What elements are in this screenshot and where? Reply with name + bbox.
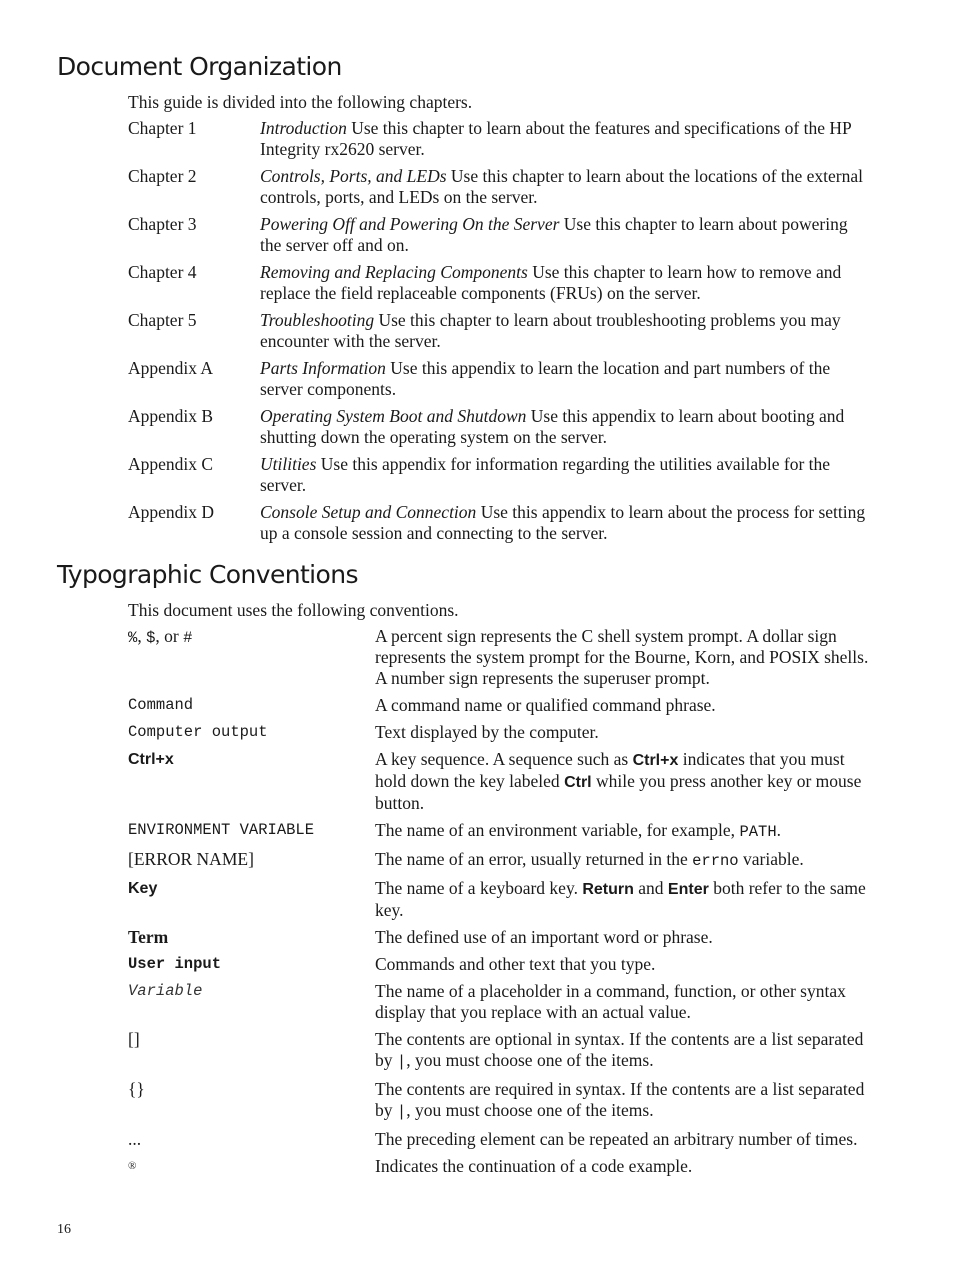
- convention-term: Term: [128, 927, 169, 947]
- desc-text: while you press another key or mouse button.: [375, 771, 862, 813]
- convention-row: [128, 927, 873, 948]
- prompt-hash: #: [183, 629, 193, 647]
- chapter-label: Chapter 2: [128, 166, 197, 186]
- chapter-text: Use this chapter to learn about the features and specifications of the HP Integrity rx2620 server.: [260, 118, 852, 159]
- page-number: 16: [57, 1222, 71, 1237]
- convention-row: [128, 820, 873, 843]
- conventions-list: [128, 626, 873, 1183]
- chapter-title: Controls, Ports, and LEDs: [260, 166, 447, 186]
- chapter-row: [128, 358, 873, 400]
- convention-term: Computer output: [128, 723, 268, 741]
- prompt-percent: %: [128, 629, 138, 647]
- chapter-row: [128, 310, 873, 352]
- desc-text: .: [776, 820, 782, 840]
- desc-text: , you must choose one of the items.: [406, 1100, 654, 1120]
- desc-text: The name of an environment variable, for example,: [375, 820, 740, 840]
- chapter-title: Removing and Replacing Components: [260, 262, 528, 282]
- chapter-label: Appendix C: [128, 454, 214, 474]
- chapter-label: Appendix B: [128, 406, 214, 426]
- chapter-title: Parts Information: [260, 358, 386, 378]
- section-heading-document-organization: Document Organization: [57, 52, 342, 81]
- key-name: Ctrl: [564, 774, 592, 791]
- chapter-list: [128, 118, 873, 550]
- convention-row: [128, 878, 873, 921]
- chapter-description: [260, 406, 873, 448]
- desc-text: The contents are required in syntax. If the contents are a list separated by: [375, 1079, 865, 1120]
- convention-term: Key: [128, 880, 158, 897]
- chapter-label: Appendix A: [128, 358, 214, 378]
- convention-description: The name of a placeholder in a command, function, or other syntax display that you replace with an actual value.: [375, 981, 846, 1022]
- typo-intro: This document uses the following conventions.: [128, 600, 459, 620]
- chapter-text: Use this appendix for information regarding the utilities available for the server.: [260, 454, 831, 495]
- desc-text: indicates that you must hold down the key labeled: [375, 749, 845, 791]
- desc-text: and: [633, 878, 668, 898]
- chapter-row: [128, 406, 873, 448]
- chapter-title: Introduction: [260, 118, 347, 138]
- convention-description: [375, 1079, 873, 1123]
- convention-description: Text displayed by the computer.: [375, 722, 599, 742]
- desc-text: , you must choose one of the items.: [406, 1050, 654, 1070]
- convention-term: [128, 626, 375, 689]
- convention-term: Variable: [128, 982, 203, 1000]
- chapter-row: [128, 166, 873, 208]
- convention-term: ...: [128, 1129, 142, 1149]
- chapter-title: Troubleshooting: [260, 310, 375, 330]
- desc-text: A key sequence. A sequence such as: [375, 749, 633, 769]
- chapter-description: [260, 310, 873, 352]
- chapter-row: [128, 214, 873, 256]
- convention-description: [375, 849, 873, 872]
- desc-text: The name of an error, usually returned in the: [375, 849, 693, 869]
- chapter-text: Use this chapter to learn about troubleshooting problems you may encounter with the server.: [260, 310, 841, 351]
- convention-row: [128, 626, 873, 689]
- chapter-text: Use this appendix to learn the location and part numbers of the server components.: [260, 358, 831, 399]
- convention-row: [128, 1156, 873, 1177]
- convention-row: [128, 849, 873, 872]
- prompt-sep: ,: [137, 626, 147, 646]
- chapter-description: [260, 358, 873, 400]
- convention-row: [128, 749, 873, 814]
- chapter-description: [260, 166, 873, 208]
- chapter-label: Appendix D: [128, 502, 215, 522]
- chapter-label: Chapter 1: [128, 118, 197, 138]
- desc-text: The contents are optional in syntax. If the contents are a list separated by: [375, 1029, 864, 1070]
- chapter-row: [128, 262, 873, 304]
- convention-row: [128, 954, 873, 975]
- key-name: Return: [582, 881, 634, 898]
- chapter-row: [128, 502, 873, 544]
- key-name: Ctrl+x: [632, 752, 679, 769]
- code-text: |: [396, 1103, 407, 1121]
- convention-row: [128, 695, 873, 716]
- chapter-row: [128, 118, 873, 160]
- chapter-label: Chapter 3: [128, 214, 197, 234]
- convention-term: Ctrl+x: [128, 751, 174, 768]
- key-name: Enter: [667, 881, 709, 898]
- convention-row: [128, 1029, 873, 1073]
- convention-term: ENVIRONMENT VARIABLE: [128, 821, 315, 839]
- convention-row: [128, 981, 873, 1023]
- convention-row: [128, 1129, 873, 1150]
- code-text: PATH: [739, 823, 777, 841]
- convention-row: [128, 722, 873, 743]
- convention-description: The defined use of an important word or phrase.: [375, 927, 713, 947]
- chapter-title: Console Setup and Connection: [260, 502, 477, 522]
- convention-description: A command name or qualified command phrase.: [375, 695, 716, 715]
- desc-text: both refer to the same key.: [375, 878, 866, 920]
- code-text: |: [396, 1053, 407, 1071]
- continuation-icon: ®: [128, 1160, 137, 1172]
- chapter-title: Powering Off and Powering On the Server: [260, 214, 560, 234]
- chapter-text: Use this chapter to learn how to remove and replace the field replaceable components (FRUs) on the server.: [260, 262, 842, 303]
- chapter-text: Use this appendix to learn about booting and shutting down the operating system on the server.: [260, 406, 845, 447]
- chapter-description: [260, 454, 873, 496]
- chapter-title: Utilities: [260, 454, 317, 474]
- chapter-description: [260, 214, 873, 256]
- code-text: errno: [692, 852, 739, 870]
- prompt-sep: , or: [155, 626, 184, 646]
- desc-text: variable.: [738, 849, 804, 869]
- chapter-description: [260, 502, 873, 544]
- prompt-dollar: $: [146, 629, 156, 647]
- convention-description: Commands and other text that you type.: [375, 954, 656, 974]
- convention-description: [375, 749, 873, 814]
- chapter-label: Chapter 4: [128, 262, 197, 282]
- convention-description: [375, 1029, 873, 1073]
- chapter-description: [260, 262, 873, 304]
- chapter-text: Use this chapter to learn about powering the server off and on.: [260, 214, 848, 255]
- convention-term: User input: [128, 955, 222, 973]
- chapter-text: Use this chapter to learn about the locations of the external controls, ports, and LEDs on the server.: [260, 166, 864, 207]
- convention-term: Command: [128, 696, 194, 714]
- convention-description: The preceding element can be repeated an arbitrary number of times.: [375, 1129, 858, 1149]
- chapter-label: Chapter 5: [128, 310, 197, 330]
- convention-term: []: [128, 1029, 140, 1049]
- convention-description: [375, 878, 873, 921]
- convention-term: [ERROR NAME]: [128, 849, 254, 869]
- convention-description: Indicates the continuation of a code example.: [375, 1156, 693, 1176]
- desc-text: The name of a keyboard key.: [375, 878, 583, 898]
- convention-description: A percent sign represents the C shell system prompt. A dollar sign represents the system prompt for the Bourne, Korn, and POSIX shells. A number sign represents the superuser prompt.: [375, 626, 869, 688]
- section-heading-typographic-conventions: Typographic Conventions: [57, 560, 358, 589]
- convention-term: {}: [128, 1079, 145, 1099]
- org-intro: This guide is divided into the following chapters.: [128, 92, 473, 112]
- chapter-text: Use this appendix to learn about the process for setting up a console session and connecting to the server.: [260, 502, 866, 543]
- convention-description: [375, 820, 873, 843]
- chapter-description: [260, 118, 873, 160]
- chapter-row: [128, 454, 873, 496]
- convention-row: [128, 1079, 873, 1123]
- chapter-title: Operating System Boot and Shutdown: [260, 406, 527, 426]
